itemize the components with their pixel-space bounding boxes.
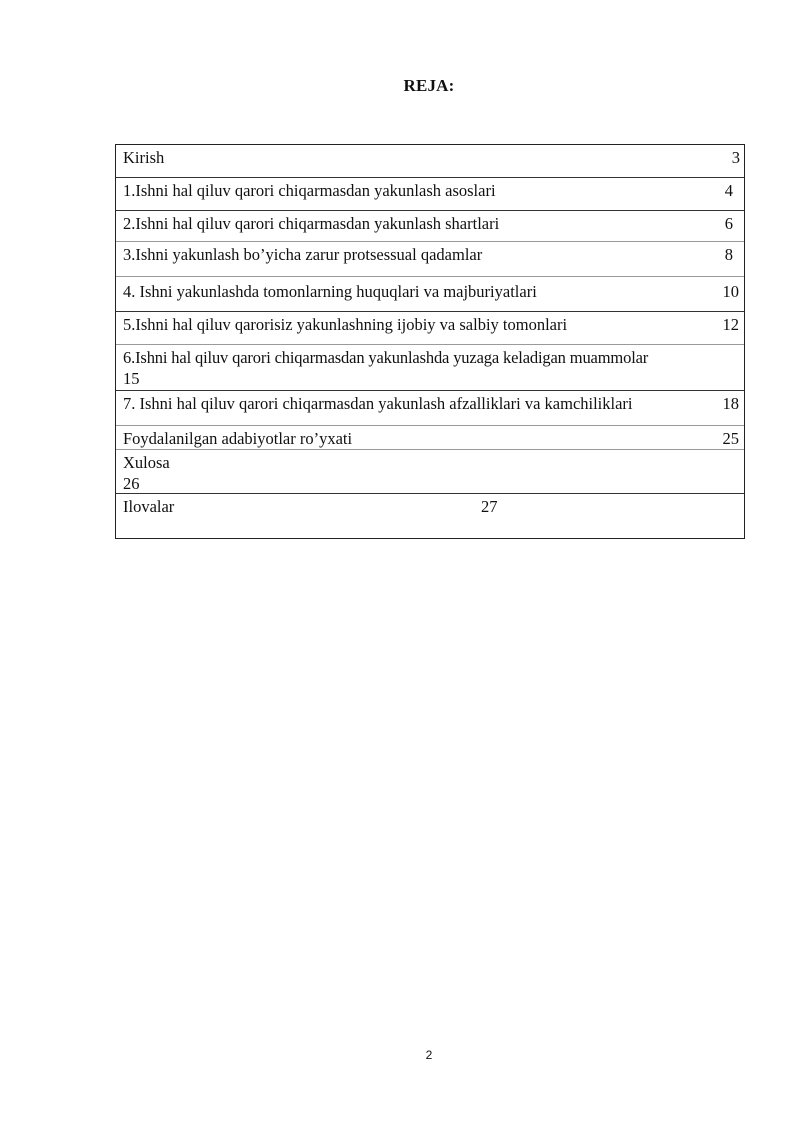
toc-row-label: Xulosa xyxy=(123,453,170,472)
toc-row-4 xyxy=(116,277,744,312)
toc-row-page: 12 xyxy=(722,315,739,334)
toc-row-label: 2.Ishni hal qiluv qarori chiqarmasdan yakunlash shartlari xyxy=(123,214,500,233)
toc-row-page: 4 xyxy=(724,181,733,200)
table-of-contents xyxy=(115,144,745,539)
page-number: 2 xyxy=(425,1048,433,1062)
toc-row-label: Ilovalar xyxy=(123,497,175,516)
toc-row-6 xyxy=(116,345,744,391)
toc-row-page: 26 xyxy=(123,474,140,493)
toc-row-page: 10 xyxy=(722,282,739,301)
toc-row-label: 7. Ishni hal qiluv qarori chiqarmasdan yakunlash afzalliklari va kamchiliklari xyxy=(123,394,633,413)
toc-row-page: 25 xyxy=(722,429,739,448)
toc-row-label: Foydalanilgan adabiyotlar ro’yxati xyxy=(123,429,353,448)
toc-row-literature xyxy=(116,426,744,450)
toc-row-3 xyxy=(116,242,744,277)
toc-row-page: 3 xyxy=(731,148,740,167)
toc-row-kirish xyxy=(116,145,744,178)
toc-row-label: 4. Ishni yakunlashda tomonlarning huquqlari va majburiyatlari xyxy=(123,282,537,301)
toc-row-page: 6 xyxy=(724,214,733,233)
toc-row-ilovalar xyxy=(116,494,744,538)
toc-row-label: 5.Ishni hal qiluv qarorisiz yakunlashning ijobiy va salbiy tomonlari xyxy=(123,315,568,334)
toc-row-5 xyxy=(116,312,744,345)
toc-row-label: 6.Ishni hal qiluv qarori chiqarmasdan yakunlashda yuzaga keladigan muammolar xyxy=(123,348,649,367)
toc-row-page: 8 xyxy=(724,245,733,264)
toc-row-label: 3.Ishni yakunlash bo’yicha zarur protsessual qadamlar xyxy=(123,245,483,264)
toc-row-7 xyxy=(116,391,744,426)
toc-row-1 xyxy=(116,178,744,211)
toc-row-page: 27 xyxy=(481,497,498,516)
page-title: REJA: xyxy=(403,76,455,95)
toc-row-page: 18 xyxy=(722,394,739,413)
toc-row-page: 15 xyxy=(123,369,140,388)
toc-row-label: 1.Ishni hal qiluv qarori chiqarmasdan yakunlash asoslari xyxy=(123,181,496,200)
toc-row-xulosa xyxy=(116,450,744,494)
toc-row-label: Kirish xyxy=(123,148,165,167)
toc-row-2 xyxy=(116,211,744,242)
